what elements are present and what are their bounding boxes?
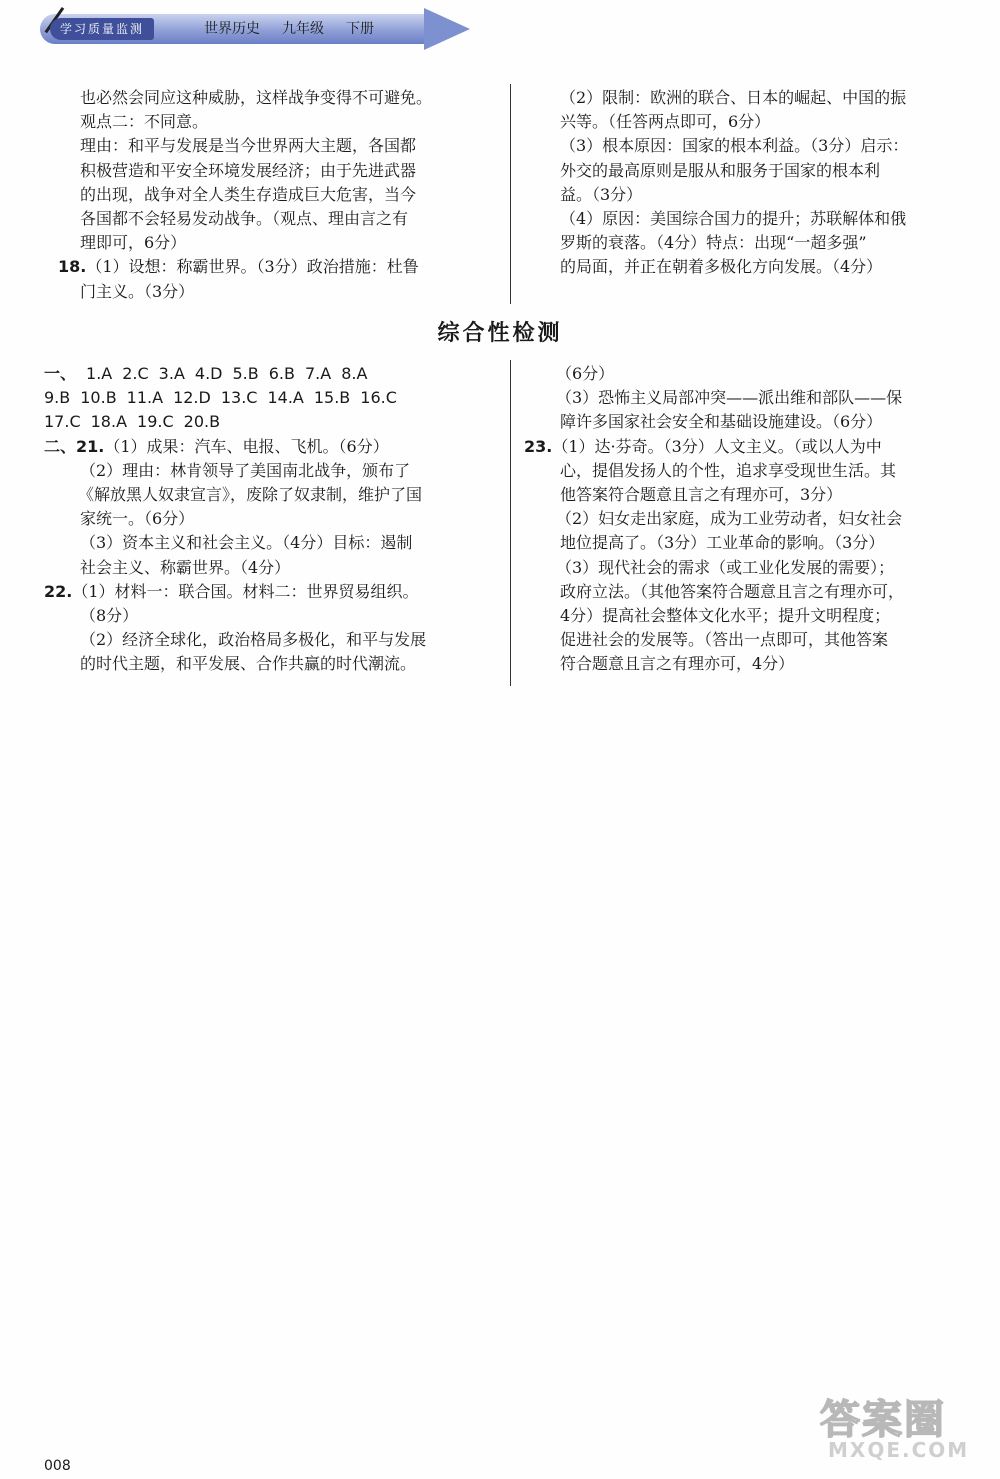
text-line: 社会主义、称霸世界。（4分） — [80, 557, 291, 577]
mc-answer: 18.A — [90, 412, 128, 432]
section-title: 综合性检测 — [437, 321, 563, 346]
bottom-left-answers — [44, 362, 426, 677]
text-line: （3）现代社会的需求（或工业化发展的需要）； — [556, 557, 895, 577]
text-line: （6分） — [556, 364, 615, 383]
text-line: 积极营造和平安全环境发展经济；由于先进武器 — [80, 160, 417, 180]
text-line: （1）设想：称霸世界。（3分）政治措施：杜鲁 — [86, 257, 419, 277]
text-line: 罗斯的衰落。（4分）特点：出现“一超多强” — [560, 233, 867, 253]
question-18 — [58, 255, 432, 279]
text-line: 障许多国家社会安全和基础设施建设。（6分） — [560, 412, 883, 432]
text-line: 兴等。（任答两点即可，6分） — [560, 112, 771, 132]
text-line: 的局面，并正在朝着多极化方向发展。（4分） — [560, 257, 883, 277]
watermark-url: MXQE.COM — [828, 1438, 970, 1462]
text-line: 促进社会的发展等。（答出一点即可，其他答案 — [560, 630, 889, 650]
mc-answer: 20.B — [183, 412, 221, 432]
text-line: 益。（3分） — [560, 184, 643, 204]
text-line: 理即可，6分） — [80, 233, 187, 253]
mc-answer: 9.B — [44, 388, 71, 408]
book-info — [204, 18, 396, 40]
mc-answer: 3.A — [158, 364, 185, 383]
top-left-answers — [58, 86, 432, 304]
mc-answer: 13.C — [220, 388, 258, 408]
text-line: 理由：和平与发展是当今世界两大主题，各国都 — [80, 136, 417, 156]
text-line: （1）材料一：联合国。材料二：世界贸易组织。 — [72, 581, 419, 601]
text-line: 外交的最高原则是服从和服务于国家的根本利 — [560, 160, 881, 180]
text-line: 他答案符合题意且言之有理亦可，3分） — [560, 485, 843, 505]
text-line: 心，提倡发扬人的个性，追求享受现世生活。其 — [560, 460, 897, 480]
question-number: 22. — [44, 581, 73, 601]
text-line: 的时代主题，和平发展、合作共赢的时代潮流。 — [80, 654, 417, 674]
text-line: 《解放黑人奴隶宣言》，废除了奴隶制，维护了国 — [78, 485, 423, 505]
text-line: （2）理由：林肯领导了美国南北战争，颁布了 — [80, 460, 411, 480]
subject: 世界历史 — [204, 21, 260, 37]
mc-answer: 16.C — [360, 388, 397, 408]
text-line: （3）恐怖主义局部冲突——派出维和部队——保 — [556, 388, 903, 408]
question-22 — [44, 580, 426, 604]
mc-answer: 15.B — [313, 388, 351, 408]
text-line: （1）成果：汽车、电报、飞机。（6分） — [104, 436, 389, 456]
question-number: 23. — [524, 436, 553, 456]
question-number: 18. — [58, 257, 87, 277]
text-line: 的出现，战争对全人类生存造成巨大危害，当今 — [80, 184, 417, 204]
grade: 九年级 — [282, 21, 324, 37]
mc-answer: 5.B — [232, 364, 259, 383]
page-number: 008 — [44, 1458, 71, 1474]
mc-answer: 11.A — [126, 388, 164, 408]
text-line: 地位提高了。（3分）工业革命的影响。（3分） — [560, 533, 885, 553]
text-line: （3）资本主义和社会主义。（4分）目标：遏制 — [80, 533, 413, 553]
text-line: （2）限制：欧洲的联合、日本的崛起、中国的振 — [560, 88, 907, 107]
text-line: 4分）提高社会整体文化水平；提升文明程度； — [560, 606, 891, 626]
mc-answer: 1.A — [86, 364, 113, 383]
column-divider — [510, 84, 511, 304]
question-21 — [44, 435, 426, 459]
text-line: 观点二：不同意。 — [80, 112, 209, 132]
text-line: （2）经济全球化，政治格局多极化，和平与发展 — [80, 630, 427, 650]
volume: 下册 — [346, 21, 374, 37]
mc-row-3 — [44, 410, 426, 434]
mc-answer: 12.D — [173, 388, 211, 408]
bottom-right-answers — [524, 362, 904, 677]
text-line: 政府立法。（其他答案符合题意且言之有理亦可， — [560, 581, 905, 601]
mc-answer: 2.C — [122, 364, 149, 383]
text-line: 符合题意且言之有理亦可，4分） — [560, 654, 795, 674]
text-line: （8分） — [80, 606, 139, 626]
section-prefix: 一、 — [44, 364, 77, 383]
series-title: 学习质量监测 — [50, 18, 154, 40]
text-line: 也必然会同应这种威胁，这样战争变得不可避免。 — [80, 88, 433, 107]
text-line: 门主义。（3分） — [80, 281, 195, 301]
text-line: 各国都不会轻易发动战争。（观点、理由言之有 — [80, 209, 409, 229]
mc-answer: 7.A — [304, 364, 332, 383]
arrow-icon — [424, 8, 470, 50]
text-line: （1）达·芬奇。（3分）人文主义。（或以人为中 — [552, 436, 882, 456]
mc-answer: 6.B — [268, 364, 295, 383]
mc-answer: 8.A — [341, 364, 368, 383]
watermark-logo — [820, 1388, 970, 1468]
text-line: （3）根本原因：国家的根本利益。（3分）启示： — [560, 136, 909, 156]
question-number: 二、21. — [44, 436, 105, 456]
watermark-text: 答案圈 — [820, 1397, 946, 1443]
mc-answer: 4.D — [194, 364, 223, 383]
top-right-answers — [538, 86, 908, 280]
page-header — [40, 8, 470, 50]
text-line: （4）原因：美国综合国力的提升；苏联解体和俄 — [560, 209, 907, 229]
mc-answer: 10.B — [80, 388, 117, 408]
question-23 — [524, 435, 904, 459]
mc-answer: 19.C — [137, 412, 174, 432]
text-line: （2）妇女走出家庭，成为工业劳动者，妇女社会 — [556, 509, 903, 529]
mc-row-1 — [44, 362, 426, 386]
mc-answer: 17.C — [44, 412, 81, 432]
text-line: 家统一。（6分） — [80, 509, 195, 529]
column-divider — [510, 360, 511, 686]
mc-row-2 — [44, 386, 426, 410]
mc-answer: 14.A — [267, 388, 304, 408]
